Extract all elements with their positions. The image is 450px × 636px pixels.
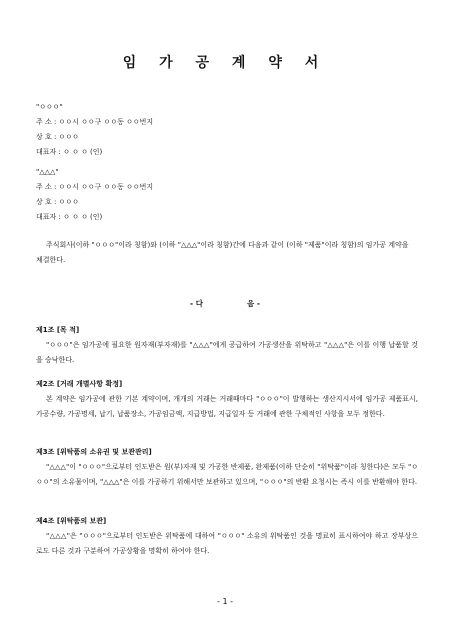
article-heading: 제2조 [거래 개별사항 확정] — [36, 380, 123, 388]
party2-name: "△△△" — [36, 168, 59, 176]
party1-address: 주 소 : ㅇㅇ시 ㅇㅇ구 ㅇㅇ동 ㅇㅇ번지 — [36, 118, 154, 126]
article-4 — [36, 514, 418, 559]
party2-representative: 대표자 : ㅇ ㅇ ㅇ (인) — [36, 213, 103, 221]
party1-company: 상 호 : ㅇㅇㅇ — [36, 133, 79, 141]
section-heading-left: - 다 — [190, 299, 203, 308]
party2-block — [36, 165, 153, 225]
intro-paragraph: 주식회사(이하 "ㅇㅇㅇ"이라 칭함)와 (이하 "△△△"이라 칭함)간에 다음과 같이 (이하 "제품"이라 칭함)의 임가공 계약을 체결한다. — [36, 241, 409, 264]
party2-address: 주 소 : ㅇㅇ시 ㅇㅇ구 ㅇㅇ동 ㅇㅇ번지 — [36, 183, 154, 191]
article-body: 본 계약은 임가공에 관한 기본 계약이며, 개개의 거래는 거래때마다 "ㅇㅇㅇ"이 발행하는 생산지시서에 임가공 제품표시, 가공수량, 가공명세, 납기, 납품장소, 가공임금액, 지급방법, 지급일자 등 거래에 관한 구체적인 사항을 모두 정한다. — [36, 395, 418, 418]
article-heading: 제1조 [목 적] — [36, 326, 80, 334]
article-heading: 제3조 [위탁품의 소유권 및 보관관리] — [36, 448, 152, 456]
article-1 — [36, 323, 418, 368]
party2-company: 상 호 : ㅇㅇㅇ — [36, 198, 79, 206]
page-number: - 1 - — [217, 597, 233, 606]
document-title: 임 가 공 계 약 서 — [122, 55, 328, 71]
section-heading-right: 음 - — [247, 299, 260, 308]
article-body: "ㅇㅇㅇ"은 임가공에 필요한 원자재(부자재)를 "△△△"에게 공급하여 가공생산을 위탁하고 "△△△"은 이를 이행 납품할 것을 승낙한다. — [36, 341, 418, 364]
party1-name: "ㅇㅇㅇ" — [36, 103, 63, 111]
party1-block — [36, 100, 153, 160]
article-2 — [36, 377, 418, 422]
article-3 — [36, 445, 418, 490]
party1-representative: 대표자 : ㅇ ㅇ ㅇ (인) — [36, 148, 103, 156]
article-heading: 제4조 [위탁품의 보관] — [36, 517, 107, 525]
article-body: "△△△"이 "ㅇㅇㅇ"으로부터 인도받은 원(부)자재 및 가공한 반제품, 완제품(이하 단순히 "위탁품"이라 칭한다)은 모두 "ㅇㅇㅇ"의 소유물이며, "△△△"은 이를 가공하기 위해서만 보관하고 있으며, "ㅇㅇㅇ"의 반환 요청시는 즉시 이를 반환해야 한다. — [36, 463, 418, 486]
section-heading — [0, 298, 450, 309]
article-body: "△△△"은 "ㅇㅇㅇ"으로부터 인도받은 위탁품에 대하여 "ㅇㅇㅇ" 소유의 위탁품인 것을 명료히 표시하여야 하고 장부상으로도 다른 것과 구분하여 가공상황을 명확히 하여야 한다. — [36, 532, 418, 555]
